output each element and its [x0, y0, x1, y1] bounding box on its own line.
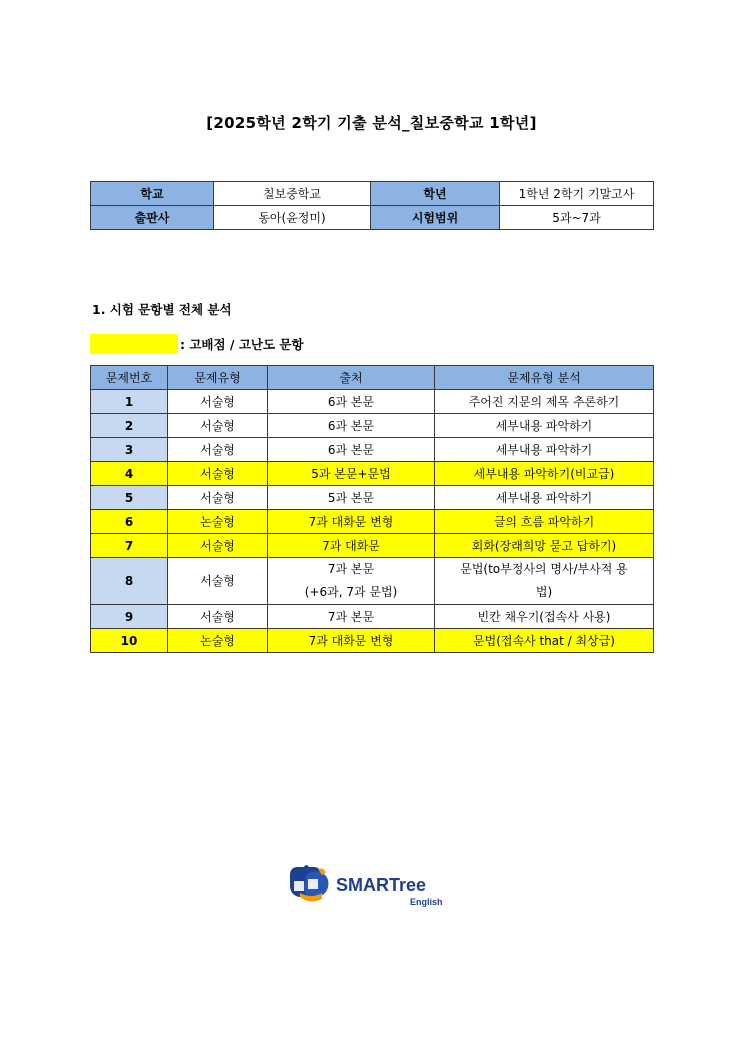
range-label: 시험범위 [371, 206, 500, 230]
question-analysis-line: 문법(to부정사의 명사/부사적 용 [460, 562, 628, 576]
question-source: 6과 본문 [268, 390, 435, 414]
question-type: 논술형 [168, 629, 268, 653]
question-number: 1 [91, 390, 168, 414]
smartree-logo [284, 861, 464, 909]
question-source: 6과 본문 [268, 414, 435, 438]
table-row-highlighted [91, 534, 654, 558]
question-type: 서술형 [168, 462, 268, 486]
question-source: 6과 본문 [268, 438, 435, 462]
question-number: 6 [91, 510, 168, 534]
question-analysis: 글의 흐름 파악하기 [435, 510, 654, 534]
question-analysis: 세부내용 파악하기(비교급) [435, 462, 654, 486]
question-type: 서술형 [168, 390, 268, 414]
question-number: 2 [91, 414, 168, 438]
table-header-row [91, 366, 654, 390]
question-analysis: 빈칸 채우기(접속사 사용) [435, 605, 654, 629]
header-source: 출처 [268, 366, 435, 390]
school-label: 학교 [91, 182, 214, 206]
table-row-highlighted [91, 510, 654, 534]
question-source: 5과 본문+문법 [268, 462, 435, 486]
question-analysis-line: 법) [535, 585, 553, 599]
question-source: 7과 본문 [268, 605, 435, 629]
question-analysis [435, 558, 654, 605]
question-type: 서술형 [168, 486, 268, 510]
question-source-line: (+6과, 7과 문법) [304, 585, 398, 599]
legend [90, 334, 304, 354]
table-row [91, 438, 654, 462]
logo-sub: English [410, 897, 443, 907]
question-type: 서술형 [168, 414, 268, 438]
question-analysis: 주어진 지문의 제목 추론하기 [435, 390, 654, 414]
question-number: 7 [91, 534, 168, 558]
question-number: 4 [91, 462, 168, 486]
grade-value: 1학년 2학기 기말고사 [500, 182, 654, 206]
section-title: 1. 시험 문항별 전체 분석 [92, 302, 232, 317]
question-type: 서술형 [168, 438, 268, 462]
logo-brand: SMARTree [336, 875, 427, 895]
question-source: 5과 본문 [268, 486, 435, 510]
page-title: [2025학년 2학기 기출 분석_칠보중학교 1학년] [206, 114, 537, 132]
publisher-value: 동아(윤정미) [214, 206, 371, 230]
range-value: 5과~7과 [500, 206, 654, 230]
question-type: 서술형 [168, 534, 268, 558]
header-analysis: 문제유형 분석 [435, 366, 654, 390]
question-analysis: 세부내용 파악하기 [435, 438, 654, 462]
question-number: 10 [91, 629, 168, 653]
grade-label: 학년 [371, 182, 500, 206]
header-num: 문제번호 [91, 366, 168, 390]
question-number: 3 [91, 438, 168, 462]
table-row-highlighted [91, 629, 654, 653]
legend-text: : 고배점 / 고난도 문항 [180, 337, 304, 352]
question-number: 8 [91, 558, 168, 605]
question-analysis: 세부내용 파악하기 [435, 486, 654, 510]
question-source-line: 7과 본문 [327, 562, 375, 576]
question-analysis: 회화(장래희망 묻고 답하기) [435, 534, 654, 558]
school-value: 칠보중학교 [214, 182, 371, 206]
table-row [91, 558, 654, 605]
table-row-highlighted [91, 462, 654, 486]
table-row [91, 605, 654, 629]
puzzle-brain-icon [284, 861, 464, 909]
question-type: 논술형 [168, 510, 268, 534]
question-analysis: 세부내용 파악하기 [435, 414, 654, 438]
question-source: 7과 대화문 [268, 534, 435, 558]
exam-info-table [90, 181, 654, 230]
question-analysis: 문법(접속사 that / 최상급) [435, 629, 654, 653]
question-number: 5 [91, 486, 168, 510]
question-source: 7과 대화문 변형 [268, 510, 435, 534]
question-type: 서술형 [168, 605, 268, 629]
publisher-label: 출판사 [91, 206, 214, 230]
header-type: 문제유형 [168, 366, 268, 390]
question-analysis-table [90, 365, 654, 653]
question-source [268, 558, 435, 605]
question-source: 7과 대화문 변형 [268, 629, 435, 653]
table-row [91, 486, 654, 510]
question-type: 서술형 [168, 558, 268, 605]
question-number: 9 [91, 605, 168, 629]
table-row [91, 390, 654, 414]
highlight-swatch [90, 334, 178, 354]
table-row [91, 414, 654, 438]
